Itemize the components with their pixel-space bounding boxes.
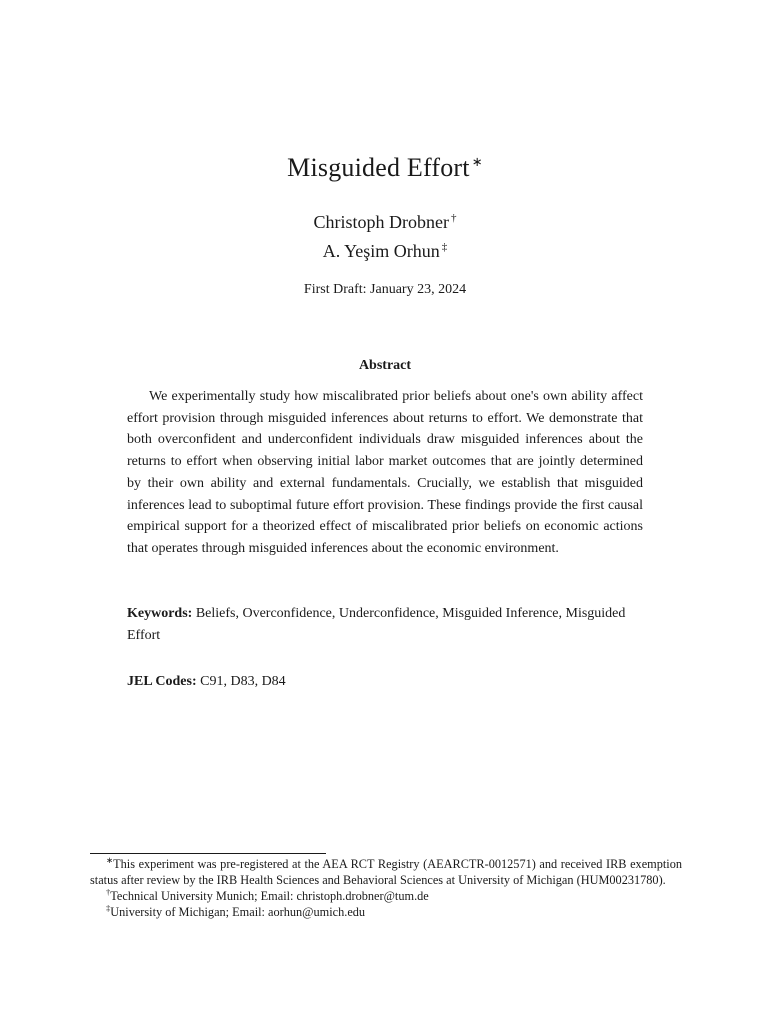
keywords-list: Beliefs, Overconfidence, Underconfidence, Misguided Inference, Misguided Effort <box>127 606 626 643</box>
footnote-mark: † <box>106 886 111 897</box>
author-2 <box>0 241 770 262</box>
jel-codes <box>127 671 643 692</box>
author-name: Christoph Drobner <box>313 212 449 232</box>
paper-title-block <box>0 153 770 183</box>
draft-date: First Draft: January 23, 2024 <box>303 282 467 297</box>
author-name: A. Yeşim Orhun <box>322 241 440 261</box>
abstract-text: We experimentally study how miscalibrated prior beliefs about one's own ability affect effort provision through misguided inferences about returns to effort. We demonstrate that both overconfident and underconfident individuals draw misguided inferences about the returns to effort when observing initial labor market outcomes that are jointly determined by their own ability and external fundamentals. Crucially, we establish that misguided inferences lead to suboptimal future effort provision. These findings provide the first causal empirical support for a theorized effect of miscalibrated prior beliefs on economic actions that operates through misguided inferences about the economic environment. <box>127 389 643 556</box>
footnote-2 <box>90 888 682 904</box>
abstract-heading: Abstract <box>358 358 412 373</box>
footnote-rule <box>90 853 326 854</box>
footnote-3 <box>90 904 682 920</box>
author-1 <box>0 212 770 233</box>
footnote-text: University of Michigan; Email: aorhun@umich.edu <box>110 905 366 919</box>
author-footnote-mark: ‡ <box>441 241 448 253</box>
keywords-label: Keywords: <box>127 606 193 621</box>
footnotes <box>90 856 682 920</box>
author-footnote-mark: † <box>450 212 457 224</box>
footnote-text: This experiment was pre-registered at the AEA RCT Registry (AEARCTR-0012571) and received IRB exemption status after review by the IRB Health Sciences and Behavioral Sciences at University of Michigan (HUM00231780). <box>90 857 682 887</box>
footnote-mark: ∗ <box>106 854 114 865</box>
jel-label: JEL Codes: <box>127 674 197 689</box>
keywords <box>127 603 643 646</box>
footnote-text: Technical University Munich; Email: christoph.drobner@tum.de <box>110 889 429 903</box>
paper-title: Misguided Effort <box>287 153 470 182</box>
footnote-mark: ‡ <box>106 902 111 913</box>
jel-list: C91, D83, D84 <box>200 674 286 689</box>
title-footnote-mark: ∗ <box>471 154 483 170</box>
footnote-1 <box>90 856 682 888</box>
